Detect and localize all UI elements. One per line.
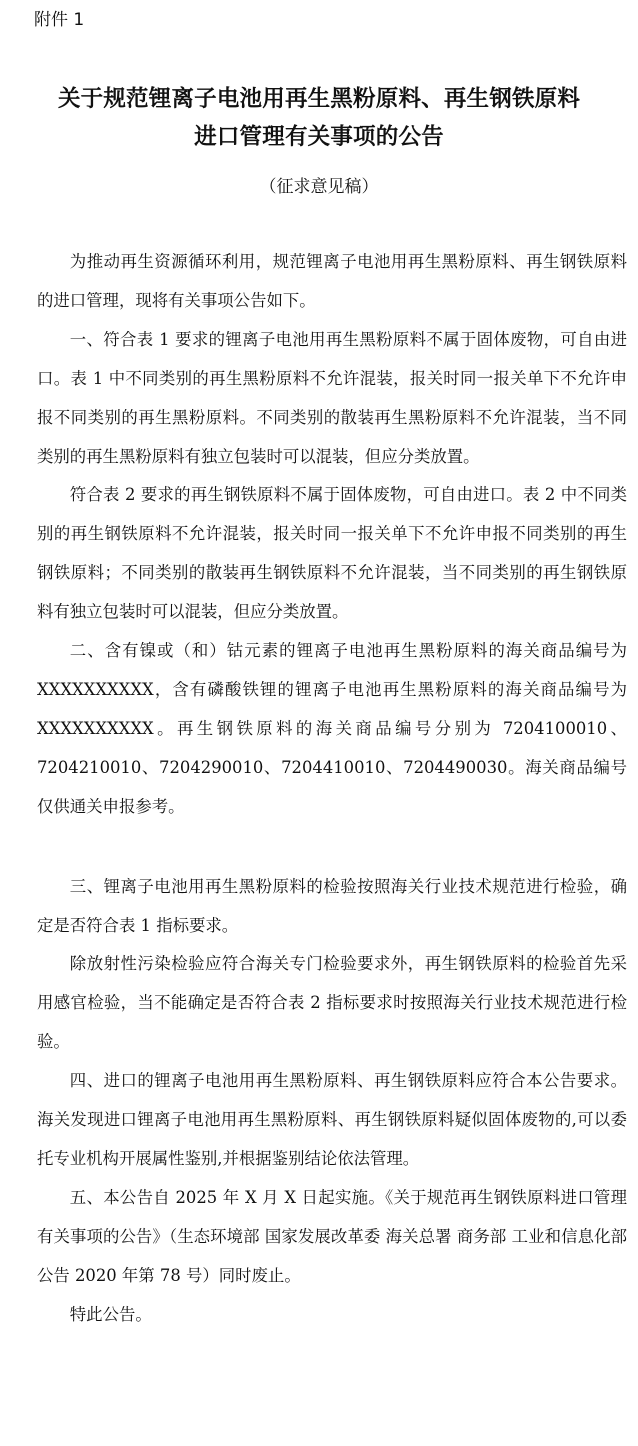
paragraph-item-5: 五、本公告自 2025 年 X 月 X 日起实施。《关于规范再生钢铁原料进口管理有关事项的公告》（生态环境部 国家发展改革委 海关总署 商务部 工业和信息化部公告 2020 年第 78 号）同时废止。 (37, 1187, 627, 1285)
paragraph-item-4: 四、进口的锂离子电池用再生黑粉原料、再生钢铁原料应符合本公告要求。海关发现进口锂离子电池用再生黑粉原料、再生钢铁原料疑似固体废物的,可以委托专业机构开展属性鉴别,并根据鉴别结论依法管理。 (37, 1071, 627, 1168)
document-body (37, 243, 627, 1334)
title-line-1: 关于规范锂离子电池用再生黑粉原料、再生钢铁原料 (57, 86, 581, 112)
paragraph-item-1-steel: 符合表 2 要求的再生钢铁原料不属于固体废物，可自由进口。表 2 中不同类别的再生钢铁原料不允许混装，报关时同一报关单下不允许申报不同类别的再生钢铁原料；不同类别的散装再生钢铁原料不允许混装，当不同类别的再生钢铁原料有独立包装时可以混装，但应分类放置。 (37, 485, 627, 622)
paragraph-item-3: 三、锂离子电池用再生黑粉原料的检验按照海关行业技术规范进行检验，确定是否符合表 1 指标要求。 (37, 876, 627, 935)
paragraph-item-2: 二、含有镍或（和）钴元素的锂离子电池再生黑粉原料的海关商品编号为 XXXXXXXXXX，含有磷酸铁锂的锂离子电池再生黑粉原料的海关商品编号为 XXXXXXXXXX。再生钢铁原料的海关商品编号分别为 7204100010、7204210010、7204290010、7204410010、7204490030。海关商品编号仅供通关申报参考。 (37, 641, 627, 816)
title-line-2: 进口管理有关事项的公告 (194, 124, 444, 150)
paragraph-closing: 特此公告。 (69, 1304, 152, 1324)
subtitle-draft-note: （征求意见稿） (259, 177, 379, 197)
paragraph-item-3-steel: 除放射性污染检验应符合海关专门检验要求外，再生钢铁原料的检验首先采用感官检验，当不能确定是否符合表 2 指标要求时按照海关行业技术规范进行检验。 (37, 954, 627, 1052)
paragraph-intro: 为推动再生资源循环利用，规范锂离子电池用再生黑粉原料、再生钢铁原料的进口管理，现将有关事项公告如下。 (37, 252, 627, 310)
attachment-label: 附件 1 (34, 10, 85, 30)
paragraph-item-1: 一、符合表 1 要求的锂离子电池用再生黑粉原料不属于固体废物，可自由进口。表 1 中不同类别的再生黑粉原料不允许混装，报关时同一报关单下不允许申报不同类别的再生黑粉原料。不同类别的散装再生黑粉原料不允许混装，当不同类别的再生黑粉原料有独立包装时可以混装，但应分类放置。 (37, 329, 627, 466)
